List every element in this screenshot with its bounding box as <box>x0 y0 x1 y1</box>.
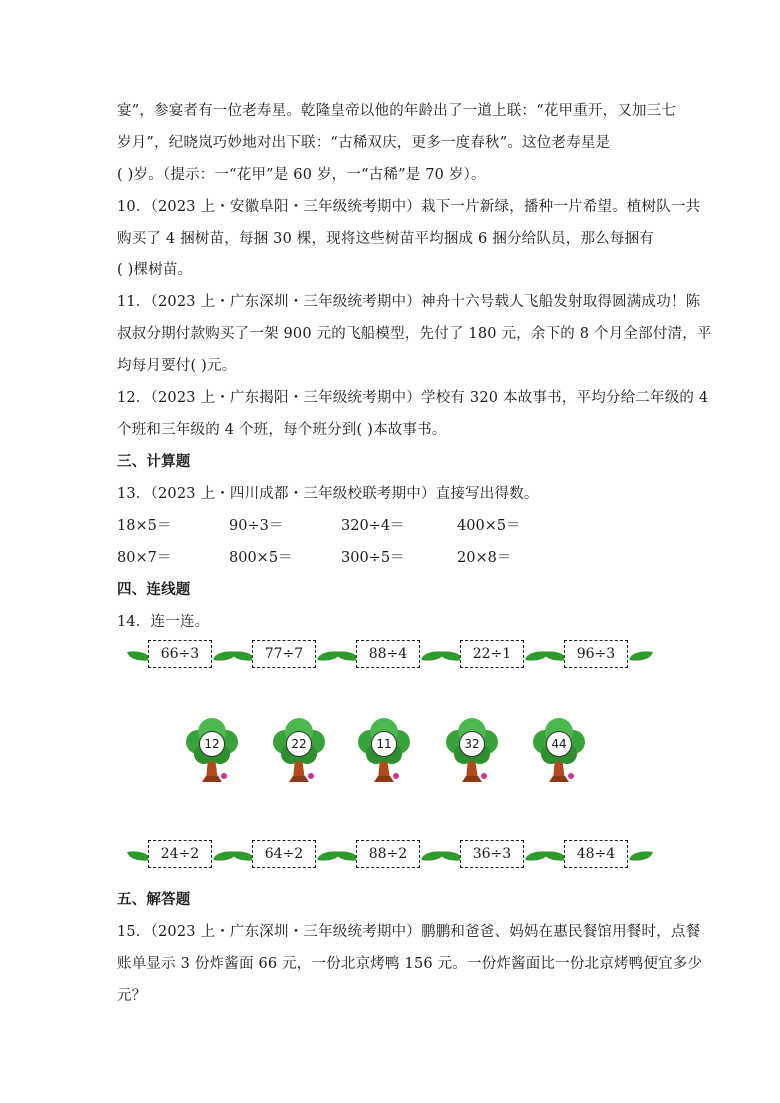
leaf-icon <box>629 648 653 664</box>
expression-box[interactable]: 24÷2 <box>148 840 212 868</box>
calc-item: 320÷4＝ <box>341 518 405 534</box>
section-title: 五、解答题 <box>117 891 191 908</box>
expression-box[interactable]: 48÷4 <box>564 840 628 868</box>
leaf-icon <box>629 848 653 864</box>
expression-box[interactable]: 88÷4 <box>356 640 420 668</box>
text-line: ( )岁。（提示：一“花甲”是 60 岁，一“古稀”是 70 岁）。 <box>117 167 486 183</box>
calc-item: 20×8＝ <box>457 550 512 566</box>
text-line: 元？ <box>117 988 147 1004</box>
question-11: 11．（2023 上・广东深圳・三年级统考期中）神舟十六号载人飞船发射取得圆满成功！陈 <box>117 294 701 310</box>
top-expression-row <box>128 636 648 676</box>
text-line: 宴”，参宴者有一位老寿星。乾隆皇帝以他的年龄出了一道上联：“花甲重开，又加三七 <box>117 103 677 119</box>
text-line: 个班和三年级的 4 个班，每个班分到( )本故事书。 <box>117 422 447 438</box>
calc-item: 90÷3＝ <box>229 518 284 534</box>
question-10: 10．（2023 上・安徽阜阳・三年级统考期中）栽下一片新绿，播种一片希望。植树队一共 <box>117 199 701 215</box>
tree-number: 44 <box>546 731 572 757</box>
expression-box[interactable]: 36÷3 <box>460 840 524 868</box>
question-14: 14．连一连。 <box>117 614 210 630</box>
tree-answer[interactable] <box>271 718 327 784</box>
question-13: 13．（2023 上・四川成都・三年级校联考期中）直接写出得数。 <box>117 486 539 502</box>
expression-box[interactable]: 88÷2 <box>356 840 420 868</box>
calc-item: 400×5＝ <box>457 518 521 534</box>
calc-item: 800×5＝ <box>229 550 293 566</box>
text-line: 均每月要付( )元。 <box>117 358 237 374</box>
question-15: 15．（2023 上・广东深圳・三年级统考期中）鹏鹏和爸爸、妈妈在惠民餐馆用餐时，点餐 <box>117 924 701 940</box>
tree-number: 11 <box>371 731 397 757</box>
text-line: 账单显示 3 份炸酱面 66 元，一份北京烤鸭 156 元。一份炸酱面比一份北京烤鸭便宜多少 <box>117 956 703 972</box>
tree-answer[interactable] <box>444 718 500 784</box>
calc-item: 18×5＝ <box>117 518 172 534</box>
expression-box[interactable]: 96÷3 <box>564 640 628 668</box>
section-title: 三、计算题 <box>117 453 191 470</box>
calc-item: 80×7＝ <box>117 550 172 566</box>
text-line: 购买了 4 捆树苗，每捆 30 棵，现将这些树苗平均捆成 6 捆分给队员，那么每捆有 <box>117 231 654 247</box>
expression-box[interactable]: 64÷2 <box>252 840 316 868</box>
expression-box[interactable]: 66÷3 <box>148 640 212 668</box>
expression-box[interactable]: 22÷1 <box>460 640 524 668</box>
text-line: ( )棵树苗。 <box>117 262 193 278</box>
question-12: 12．（2023 上・广东揭阳・三年级统考期中）学校有 320 本故事书，平均分给二年级的 4 <box>117 390 709 406</box>
text-line: 叔叔分期付款购买了一架 900 元的飞船模型，先付了 180 元，余下的 8 个月全部付清，平 <box>117 326 712 342</box>
expression-box[interactable]: 77÷7 <box>252 640 316 668</box>
bottom-expression-row <box>128 836 648 876</box>
calc-item: 300÷5＝ <box>341 550 405 566</box>
text-line: 岁月”，纪晓岚巧妙地对出下联：“古稀双庆，更多一度春秋”。这位老寿星是 <box>117 135 611 151</box>
tree-answer[interactable] <box>356 718 412 784</box>
tree-number: 22 <box>286 731 312 757</box>
tree-number: 12 <box>199 731 225 757</box>
tree-answer[interactable] <box>184 718 240 784</box>
tree-number: 32 <box>459 731 485 757</box>
section-title: 四、连线题 <box>117 581 191 598</box>
tree-answer[interactable] <box>531 718 587 784</box>
